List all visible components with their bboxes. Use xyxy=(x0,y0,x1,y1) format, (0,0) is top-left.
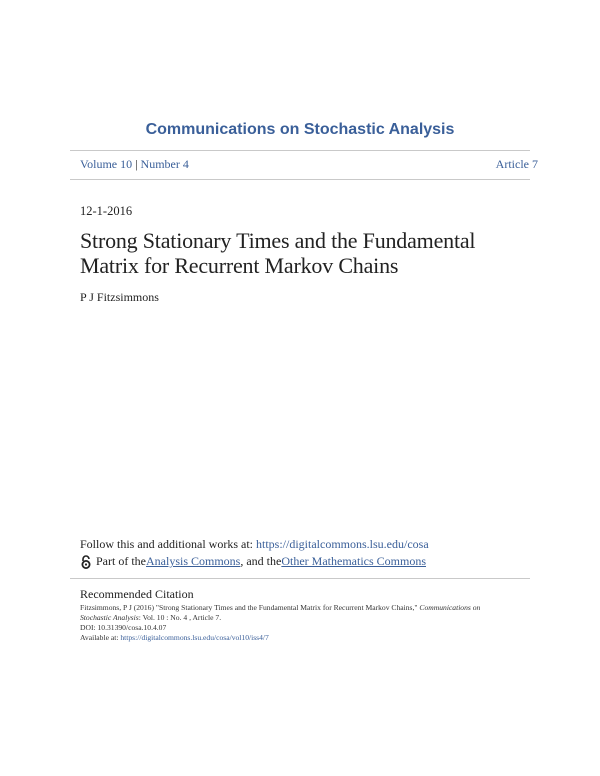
recommended-citation-heading: Recommended Citation xyxy=(80,587,194,601)
citation-journal-part1: Communications on xyxy=(419,603,481,612)
volume-number-line xyxy=(80,157,189,172)
article-url-link[interactable]: https://digitalcommons.lsu.edu/cosa/vol10/iss4/7 xyxy=(120,633,269,642)
top-divider xyxy=(70,150,530,151)
other-mathematics-commons-link[interactable]: Other Mathematics Commons xyxy=(281,554,426,568)
publication-date: 12-1-2016 xyxy=(80,204,133,218)
number-link[interactable]: Number 4 xyxy=(140,157,189,171)
citation-available-line xyxy=(80,633,540,643)
follow-text: Follow this and additional works at: xyxy=(80,537,256,551)
author-name: P J Fitzsimmons xyxy=(80,290,159,304)
citation-block xyxy=(80,603,540,643)
citation-journal-part2: Stochastic Analysis xyxy=(80,613,139,622)
citation-doi: DOI: 10.31390/cosa.10.4.07 xyxy=(80,623,167,632)
part-of-line xyxy=(80,554,426,569)
citation-text: Fitzsimmons, P J (2016) "Strong Stationary Times and the Fundamental Matrix for Recurrent Markov Chains," xyxy=(80,603,420,612)
citation-line-2 xyxy=(80,613,540,623)
volume-link[interactable]: Volume 10 xyxy=(80,157,133,171)
open-access-icon xyxy=(80,555,92,569)
repository-link[interactable]: https://digitalcommons.lsu.edu/cosa xyxy=(256,537,429,551)
analysis-commons-link[interactable]: Analysis Commons xyxy=(146,554,241,568)
paper-title xyxy=(80,228,550,278)
part-of-text: Part of the xyxy=(96,554,146,568)
header-divider xyxy=(70,179,530,180)
separator: | xyxy=(135,157,138,171)
paper-title-line-2: Matrix for Recurrent Markov Chains xyxy=(80,253,399,278)
journal-title[interactable]: Communications on Stochastic Analysis xyxy=(145,121,455,138)
paper-title-line-1: Strong Stationary Times and the Fundamental xyxy=(80,228,476,253)
citation-divider xyxy=(70,578,530,579)
citation-volume: : Vol. 10 : No. 4 , Article 7. xyxy=(138,613,222,622)
follow-line xyxy=(80,537,429,552)
and-the-text: , and the xyxy=(240,554,282,568)
citation-line-1 xyxy=(80,603,540,613)
article-link[interactable]: Article 7 xyxy=(495,157,538,171)
available-label: Available at: xyxy=(80,633,121,642)
